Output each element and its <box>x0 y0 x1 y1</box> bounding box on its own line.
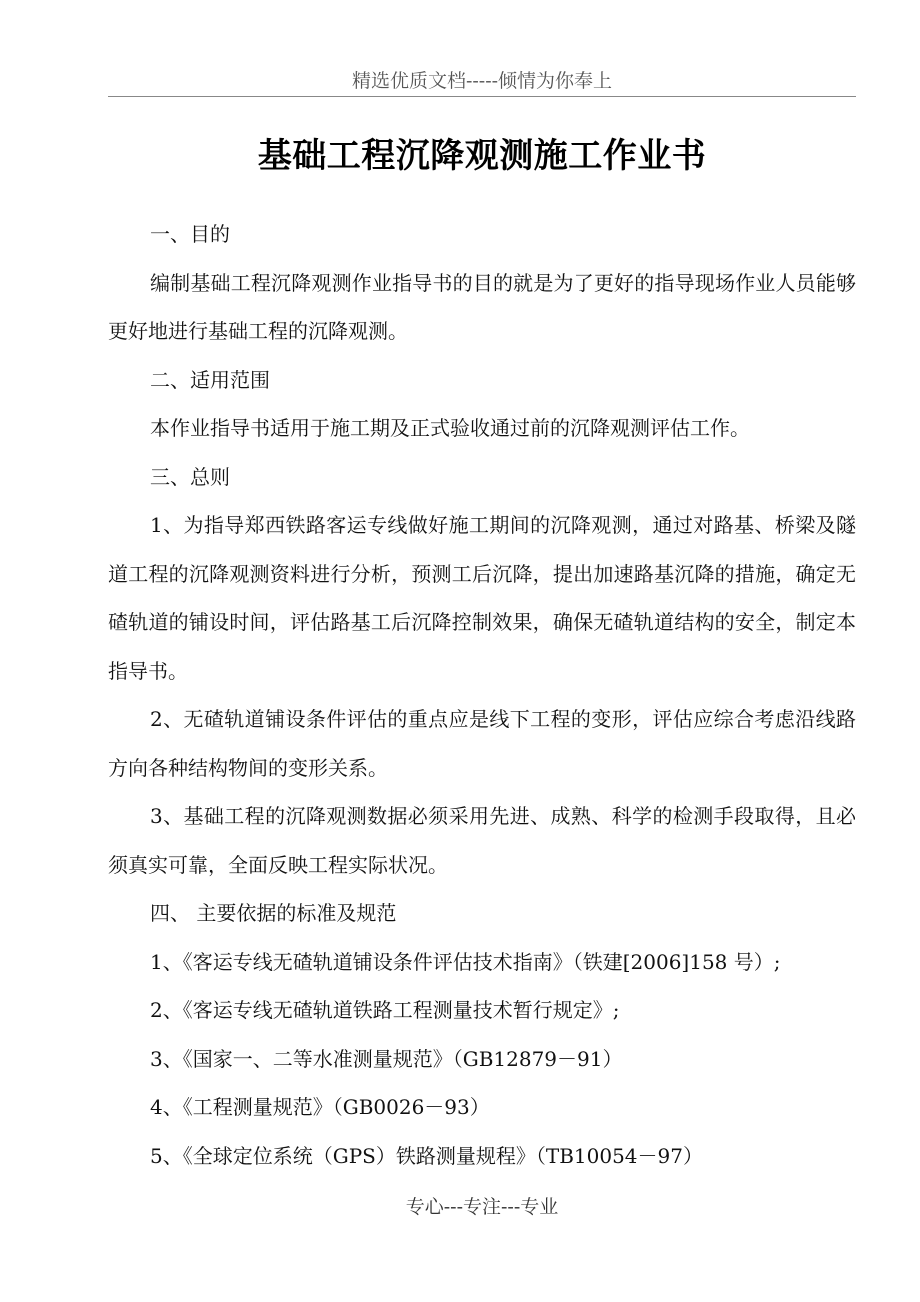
section-heading-standards: 四、 主要依据的标准及规范 <box>150 901 397 925</box>
standard-item-4: 4、《工程测量规范》（GB0026－93） <box>150 1095 490 1119</box>
standard-item-2: 2、《客运专线无碴轨道铁路工程测量技术暂行规定》; <box>150 998 620 1022</box>
page-footer: 专心---专注---专业 <box>405 1196 559 1218</box>
standard-item-3: 3、《国家一、二等水准测量规范》（GB12879－91） <box>150 1046 623 1071</box>
section-heading-purpose: 一、目的 <box>150 222 230 246</box>
paragraph-general-2: 2、无碴轨道铺设条件评估的重点应是线下工程的变形，评估应综合考虑沿线路方向各种结构物间的变形关系。 <box>108 707 856 780</box>
document-title: 基础工程沉降观测施工作业书 <box>257 136 707 176</box>
document-body <box>108 210 856 1180</box>
standard-item-1: 1、《客运专线无碴轨道铺设条件评估技术指南》（铁建[2006]158 号）; <box>150 949 781 974</box>
paragraph-scope: 本作业指导书适用于施工期及正式验收通过前的沉降观测评估工作。 <box>150 416 750 440</box>
paragraph-purpose: 编制基础工程沉降观测作业指导书的目的就是为了更好的指导现场作业人员能够更好地进行基础工程的沉降观测。 <box>108 270 856 343</box>
section-heading-general: 三、总则 <box>150 464 230 489</box>
section-heading-scope: 二、适用范围 <box>150 367 270 392</box>
page-header: 精选优质文档-----倾情为你奉上 <box>351 70 613 92</box>
paragraph-general-3: 3、基础工程的沉降观测数据必须采用先进、成熟、科学的检测手段取得，且必须真实可靠，全面反映工程实际状况。 <box>108 804 856 877</box>
standard-item-5: 5、《全球定位系统（GPS）铁路测量规程》（TB10054－97） <box>150 1143 703 1168</box>
header-divider <box>108 96 856 97</box>
paragraph-general-1: 1、为指导郑西铁路客运专线做好施工期间的沉降观测，通过对路基、桥梁及隧道工程的沉降观测资料进行分析，预测工后沉降，提出加速路基沉降的措施，确定无碴轨道的铺设时间，评估路基工后沉降控制效果，确保无碴轨道结构的安全，制定本指导书。 <box>108 513 856 683</box>
